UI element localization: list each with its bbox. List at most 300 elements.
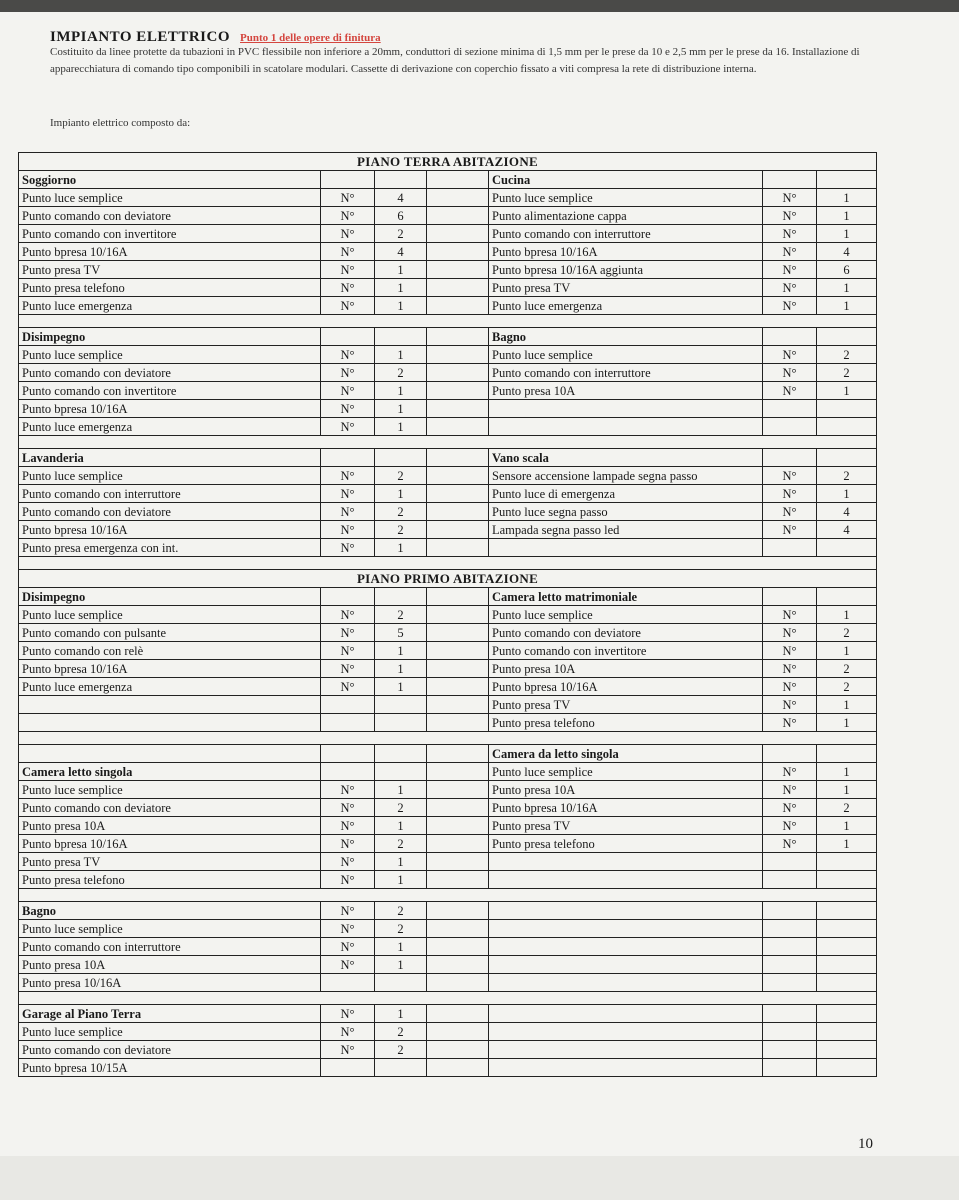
column-gap bbox=[427, 418, 489, 436]
item-label: Punto luce semplice bbox=[489, 346, 763, 364]
table-row bbox=[19, 346, 877, 364]
quantity-value: 1 bbox=[375, 539, 427, 557]
item-label: Punto comando con interruttore bbox=[19, 485, 321, 503]
item-label: Punto luce semplice bbox=[489, 189, 763, 207]
table-row bbox=[19, 328, 877, 346]
table-row bbox=[19, 449, 877, 467]
item-label bbox=[489, 1059, 763, 1077]
item-label: Punto presa telefono bbox=[489, 714, 763, 732]
quantity-value bbox=[375, 714, 427, 732]
quantity-value: 1 bbox=[817, 279, 877, 297]
quantity-value: 1 bbox=[375, 346, 427, 364]
item-label: Punto presa telefono bbox=[19, 871, 321, 889]
item-label: Punto luce semplice bbox=[19, 189, 321, 207]
table-row bbox=[19, 642, 877, 660]
room-heading: Bagno bbox=[19, 902, 321, 920]
quantity-value: 1 bbox=[375, 1005, 427, 1023]
quantity-value: 6 bbox=[817, 261, 877, 279]
item-label: Punto luce semplice bbox=[19, 346, 321, 364]
quantity-value: 2 bbox=[375, 225, 427, 243]
column-gap bbox=[427, 835, 489, 853]
page-title: IMPIANTO ELETTRICO bbox=[50, 29, 231, 45]
quantity-value bbox=[817, 938, 877, 956]
quantity-value: 2 bbox=[817, 678, 877, 696]
unit-label: N° bbox=[763, 243, 817, 261]
item-label: Punto presa telefono bbox=[489, 835, 763, 853]
quantity-value bbox=[817, 328, 877, 346]
item-label: Punto luce semplice bbox=[19, 606, 321, 624]
item-label: Punto presa emergenza con int. bbox=[19, 539, 321, 557]
quantity-value bbox=[817, 1059, 877, 1077]
item-label bbox=[489, 1023, 763, 1041]
quantity-value: 2 bbox=[817, 364, 877, 382]
item-label: Punto bpresa 10/16A bbox=[19, 243, 321, 261]
table-row bbox=[19, 835, 877, 853]
spacer-row bbox=[19, 557, 877, 570]
quantity-value bbox=[817, 871, 877, 889]
section-row-first bbox=[19, 570, 877, 588]
unit-label: N° bbox=[321, 678, 375, 696]
room-heading: Disimpegno bbox=[19, 328, 321, 346]
item-label: Sensore accensione lampade segna passo bbox=[489, 467, 763, 485]
unit-label: N° bbox=[763, 225, 817, 243]
quantity-value: 2 bbox=[817, 467, 877, 485]
room-heading: Bagno bbox=[489, 328, 763, 346]
section-title-first: PIANO PRIMO ABITAZIONE bbox=[19, 570, 877, 588]
spacer-row bbox=[19, 992, 877, 1005]
unit-label: N° bbox=[763, 714, 817, 732]
spacer-row bbox=[19, 315, 877, 328]
unit-label: N° bbox=[763, 207, 817, 225]
table-row bbox=[19, 1041, 877, 1059]
unit-label: N° bbox=[321, 956, 375, 974]
quantity-value: 4 bbox=[817, 521, 877, 539]
quantity-value: 1 bbox=[375, 400, 427, 418]
unit-label bbox=[321, 745, 375, 763]
item-label bbox=[19, 745, 321, 763]
column-gap bbox=[427, 974, 489, 992]
table-row bbox=[19, 763, 877, 781]
column-gap bbox=[427, 328, 489, 346]
quantity-value bbox=[375, 328, 427, 346]
room-heading: Camera letto matrimoniale bbox=[489, 588, 763, 606]
unit-label bbox=[321, 1059, 375, 1077]
quantity-value: 1 bbox=[817, 835, 877, 853]
quantity-value bbox=[375, 449, 427, 467]
item-label bbox=[489, 400, 763, 418]
quantity-value bbox=[817, 853, 877, 871]
room-heading: Soggiorno bbox=[19, 171, 321, 189]
quantity-value bbox=[817, 418, 877, 436]
table-row bbox=[19, 902, 877, 920]
item-label: Punto bpresa 10/16A bbox=[489, 799, 763, 817]
unit-label bbox=[763, 400, 817, 418]
quantity-value: 2 bbox=[375, 799, 427, 817]
quantity-value: 1 bbox=[375, 817, 427, 835]
unit-label: N° bbox=[763, 799, 817, 817]
item-label: Punto luce di emergenza bbox=[489, 485, 763, 503]
unit-label: N° bbox=[321, 279, 375, 297]
item-label: Punto luce segna passo bbox=[489, 503, 763, 521]
section-row-ground bbox=[19, 153, 877, 171]
column-gap bbox=[427, 449, 489, 467]
quantity-value: 1 bbox=[375, 853, 427, 871]
unit-label: N° bbox=[763, 261, 817, 279]
item-label: Punto bpresa 10/16A bbox=[19, 521, 321, 539]
table-row bbox=[19, 207, 877, 225]
quantity-value: 1 bbox=[375, 418, 427, 436]
quantity-value bbox=[375, 974, 427, 992]
unit-label bbox=[763, 853, 817, 871]
spacer-row bbox=[19, 732, 877, 745]
table-row bbox=[19, 696, 877, 714]
quantity-value bbox=[817, 588, 877, 606]
electrical-items-table bbox=[18, 152, 877, 1077]
table-row bbox=[19, 418, 877, 436]
table-row bbox=[19, 920, 877, 938]
quantity-value bbox=[375, 745, 427, 763]
quantity-value: 1 bbox=[375, 382, 427, 400]
unit-label: N° bbox=[321, 920, 375, 938]
column-gap bbox=[427, 467, 489, 485]
table-row bbox=[19, 539, 877, 557]
column-gap bbox=[427, 503, 489, 521]
quantity-value bbox=[817, 956, 877, 974]
item-label: Punto presa 10/16A bbox=[19, 974, 321, 992]
quantity-value: 4 bbox=[375, 243, 427, 261]
unit-label: N° bbox=[763, 503, 817, 521]
column-gap bbox=[427, 624, 489, 642]
item-label bbox=[489, 956, 763, 974]
quantity-value bbox=[817, 449, 877, 467]
quantity-value bbox=[817, 745, 877, 763]
quantity-value bbox=[817, 171, 877, 189]
column-gap bbox=[427, 485, 489, 503]
column-gap bbox=[427, 1023, 489, 1041]
item-label: Punto comando con deviatore bbox=[19, 207, 321, 225]
item-label: Punto comando con pulsante bbox=[19, 624, 321, 642]
unit-label: N° bbox=[321, 503, 375, 521]
unit-label: N° bbox=[763, 624, 817, 642]
unit-label: N° bbox=[763, 606, 817, 624]
room-heading: Vano scala bbox=[489, 449, 763, 467]
quantity-value bbox=[817, 539, 877, 557]
item-label: Punto bpresa 10/16A bbox=[489, 678, 763, 696]
item-label: Punto bpresa 10/15A bbox=[19, 1059, 321, 1077]
unit-label: N° bbox=[763, 382, 817, 400]
unit-label bbox=[763, 328, 817, 346]
quantity-value: 2 bbox=[817, 799, 877, 817]
column-gap bbox=[427, 279, 489, 297]
unit-label bbox=[763, 920, 817, 938]
quantity-value: 1 bbox=[817, 696, 877, 714]
quantity-value: 4 bbox=[375, 189, 427, 207]
column-gap bbox=[427, 261, 489, 279]
unit-label bbox=[763, 171, 817, 189]
table-row bbox=[19, 606, 877, 624]
table-row bbox=[19, 225, 877, 243]
item-label: Punto comando con invertitore bbox=[19, 225, 321, 243]
quantity-value: 1 bbox=[817, 485, 877, 503]
unit-label: N° bbox=[321, 660, 375, 678]
item-label: Punto presa TV bbox=[19, 853, 321, 871]
item-label: Punto luce semplice bbox=[19, 781, 321, 799]
quantity-value: 1 bbox=[375, 297, 427, 315]
column-gap bbox=[427, 382, 489, 400]
item-label bbox=[489, 1005, 763, 1023]
item-label bbox=[19, 714, 321, 732]
quantity-value: 2 bbox=[817, 346, 877, 364]
column-gap bbox=[427, 853, 489, 871]
item-label: Punto comando con deviatore bbox=[19, 364, 321, 382]
quantity-value: 1 bbox=[375, 781, 427, 799]
table-row bbox=[19, 714, 877, 732]
unit-label: N° bbox=[763, 660, 817, 678]
room-heading: Lavanderia bbox=[19, 449, 321, 467]
unit-label: N° bbox=[321, 467, 375, 485]
quantity-value: 2 bbox=[375, 902, 427, 920]
quantity-value: 1 bbox=[375, 938, 427, 956]
room-heading: Garage al Piano Terra bbox=[19, 1005, 321, 1023]
unit-label: N° bbox=[763, 781, 817, 799]
quantity-value bbox=[817, 902, 877, 920]
column-gap bbox=[427, 207, 489, 225]
unit-label: N° bbox=[321, 817, 375, 835]
item-label: Punto luce semplice bbox=[489, 763, 763, 781]
table-row bbox=[19, 279, 877, 297]
table-row bbox=[19, 521, 877, 539]
item-label bbox=[19, 696, 321, 714]
table-row bbox=[19, 171, 877, 189]
table-row bbox=[19, 261, 877, 279]
column-gap bbox=[427, 1041, 489, 1059]
room-heading: Disimpegno bbox=[19, 588, 321, 606]
page-number: 10 bbox=[858, 1136, 873, 1152]
column-gap bbox=[427, 817, 489, 835]
quantity-value: 2 bbox=[375, 835, 427, 853]
item-label bbox=[489, 1041, 763, 1059]
quantity-value bbox=[375, 588, 427, 606]
table-row bbox=[19, 503, 877, 521]
column-gap bbox=[427, 920, 489, 938]
unit-label: N° bbox=[321, 871, 375, 889]
table-row bbox=[19, 189, 877, 207]
unit-label: N° bbox=[321, 485, 375, 503]
item-label: Punto comando con deviatore bbox=[489, 624, 763, 642]
quantity-value bbox=[817, 974, 877, 992]
unit-label: N° bbox=[321, 364, 375, 382]
column-gap bbox=[427, 1005, 489, 1023]
item-label: Punto presa TV bbox=[19, 261, 321, 279]
quantity-value: 1 bbox=[375, 871, 427, 889]
table-row bbox=[19, 400, 877, 418]
quantity-value: 1 bbox=[375, 678, 427, 696]
item-label: Punto alimentazione cappa bbox=[489, 207, 763, 225]
unit-label bbox=[763, 871, 817, 889]
unit-label: N° bbox=[763, 763, 817, 781]
table-row bbox=[19, 364, 877, 382]
unit-label: N° bbox=[321, 418, 375, 436]
table-row bbox=[19, 1005, 877, 1023]
column-gap bbox=[427, 189, 489, 207]
subintro-text: Impianto elettrico composto da: bbox=[50, 117, 191, 129]
column-gap bbox=[427, 938, 489, 956]
unit-label bbox=[321, 763, 375, 781]
unit-label bbox=[321, 714, 375, 732]
table-row bbox=[19, 1059, 877, 1077]
column-gap bbox=[427, 871, 489, 889]
page-bottom-edge bbox=[0, 1156, 959, 1200]
column-gap bbox=[427, 606, 489, 624]
item-label: Punto presa TV bbox=[489, 696, 763, 714]
table-row bbox=[19, 243, 877, 261]
table-row bbox=[19, 660, 877, 678]
unit-label: N° bbox=[763, 364, 817, 382]
quantity-value: 1 bbox=[817, 225, 877, 243]
item-label bbox=[489, 853, 763, 871]
unit-label: N° bbox=[321, 853, 375, 871]
quantity-value bbox=[375, 1059, 427, 1077]
quantity-value: 2 bbox=[375, 606, 427, 624]
column-gap bbox=[427, 521, 489, 539]
item-label: Punto presa TV bbox=[489, 279, 763, 297]
item-label: Punto comando con interruttore bbox=[489, 364, 763, 382]
table-row bbox=[19, 974, 877, 992]
item-label bbox=[489, 902, 763, 920]
table-row bbox=[19, 1023, 877, 1041]
quantity-value: 1 bbox=[817, 781, 877, 799]
unit-label: N° bbox=[321, 400, 375, 418]
quantity-value bbox=[817, 1041, 877, 1059]
column-gap bbox=[427, 588, 489, 606]
unit-label: N° bbox=[321, 243, 375, 261]
quantity-value: 2 bbox=[817, 660, 877, 678]
spacer-cell bbox=[19, 732, 877, 745]
column-gap bbox=[427, 171, 489, 189]
table-row bbox=[19, 853, 877, 871]
column-gap bbox=[427, 346, 489, 364]
spacer-cell bbox=[19, 557, 877, 570]
column-gap bbox=[427, 1059, 489, 1077]
quantity-value: 2 bbox=[375, 521, 427, 539]
unit-label: N° bbox=[321, 521, 375, 539]
item-label: Punto bpresa 10/16A bbox=[19, 660, 321, 678]
spacer-cell bbox=[19, 889, 877, 902]
item-label: Punto comando con invertitore bbox=[19, 382, 321, 400]
item-label: Punto presa telefono bbox=[19, 279, 321, 297]
quantity-value: 1 bbox=[375, 279, 427, 297]
item-label: Punto presa TV bbox=[489, 817, 763, 835]
quantity-value: 1 bbox=[817, 297, 877, 315]
item-label bbox=[489, 974, 763, 992]
item-label: Punto comando con deviatore bbox=[19, 799, 321, 817]
quantity-value bbox=[375, 171, 427, 189]
column-gap bbox=[427, 225, 489, 243]
reference-link[interactable]: Punto 1 delle opere di finitura bbox=[240, 32, 381, 44]
item-label: Punto comando con interruttore bbox=[19, 938, 321, 956]
table-row bbox=[19, 938, 877, 956]
item-label: Punto bpresa 10/16A bbox=[489, 243, 763, 261]
table-row bbox=[19, 678, 877, 696]
spacer-cell bbox=[19, 436, 877, 449]
item-label: Punto presa 10A bbox=[489, 781, 763, 799]
unit-label bbox=[763, 539, 817, 557]
column-gap bbox=[427, 297, 489, 315]
unit-label bbox=[763, 974, 817, 992]
column-gap bbox=[427, 696, 489, 714]
quantity-value: 1 bbox=[817, 382, 877, 400]
column-gap bbox=[427, 642, 489, 660]
unit-label bbox=[763, 902, 817, 920]
unit-label: N° bbox=[763, 642, 817, 660]
quantity-value bbox=[817, 920, 877, 938]
unit-label: N° bbox=[763, 696, 817, 714]
item-label bbox=[489, 871, 763, 889]
unit-label: N° bbox=[763, 817, 817, 835]
unit-label bbox=[763, 588, 817, 606]
quantity-value: 1 bbox=[375, 261, 427, 279]
unit-label: N° bbox=[321, 835, 375, 853]
unit-label: N° bbox=[321, 346, 375, 364]
unit-label: N° bbox=[763, 346, 817, 364]
item-label: Punto comando con invertitore bbox=[489, 642, 763, 660]
unit-label: N° bbox=[321, 938, 375, 956]
unit-label: N° bbox=[321, 297, 375, 315]
unit-label: N° bbox=[321, 1023, 375, 1041]
unit-label: N° bbox=[321, 624, 375, 642]
column-gap bbox=[427, 364, 489, 382]
quantity-value: 2 bbox=[375, 364, 427, 382]
unit-label bbox=[763, 1023, 817, 1041]
item-label: Lampada segna passo led bbox=[489, 521, 763, 539]
quantity-value: 1 bbox=[817, 763, 877, 781]
unit-label: N° bbox=[321, 781, 375, 799]
quantity-value: 1 bbox=[375, 642, 427, 660]
quantity-value: 2 bbox=[375, 467, 427, 485]
quantity-value: 1 bbox=[817, 606, 877, 624]
unit-label: N° bbox=[763, 297, 817, 315]
item-label: Punto comando con deviatore bbox=[19, 1041, 321, 1059]
unit-label: N° bbox=[321, 902, 375, 920]
item-label: Punto luce semplice bbox=[489, 606, 763, 624]
item-label bbox=[489, 539, 763, 557]
column-gap bbox=[427, 763, 489, 781]
quantity-value: 2 bbox=[817, 624, 877, 642]
item-label: Punto presa 10A bbox=[489, 660, 763, 678]
item-label: Punto luce emergenza bbox=[19, 678, 321, 696]
spacer-row bbox=[19, 889, 877, 902]
unit-label bbox=[763, 449, 817, 467]
item-label: Punto luce semplice bbox=[19, 920, 321, 938]
quantity-value: 6 bbox=[375, 207, 427, 225]
table-row bbox=[19, 817, 877, 835]
table-row bbox=[19, 382, 877, 400]
unit-label bbox=[321, 449, 375, 467]
unit-label bbox=[763, 1059, 817, 1077]
page-top-edge bbox=[0, 0, 959, 12]
item-label: Punto luce emergenza bbox=[19, 418, 321, 436]
quantity-value: 2 bbox=[375, 1023, 427, 1041]
quantity-value: 1 bbox=[375, 485, 427, 503]
item-label: Punto luce emergenza bbox=[489, 297, 763, 315]
item-label: Punto comando con deviatore bbox=[19, 503, 321, 521]
column-gap bbox=[427, 660, 489, 678]
unit-label bbox=[763, 745, 817, 763]
quantity-value bbox=[817, 1023, 877, 1041]
unit-label bbox=[321, 588, 375, 606]
spacer-cell bbox=[19, 992, 877, 1005]
unit-label: N° bbox=[763, 189, 817, 207]
